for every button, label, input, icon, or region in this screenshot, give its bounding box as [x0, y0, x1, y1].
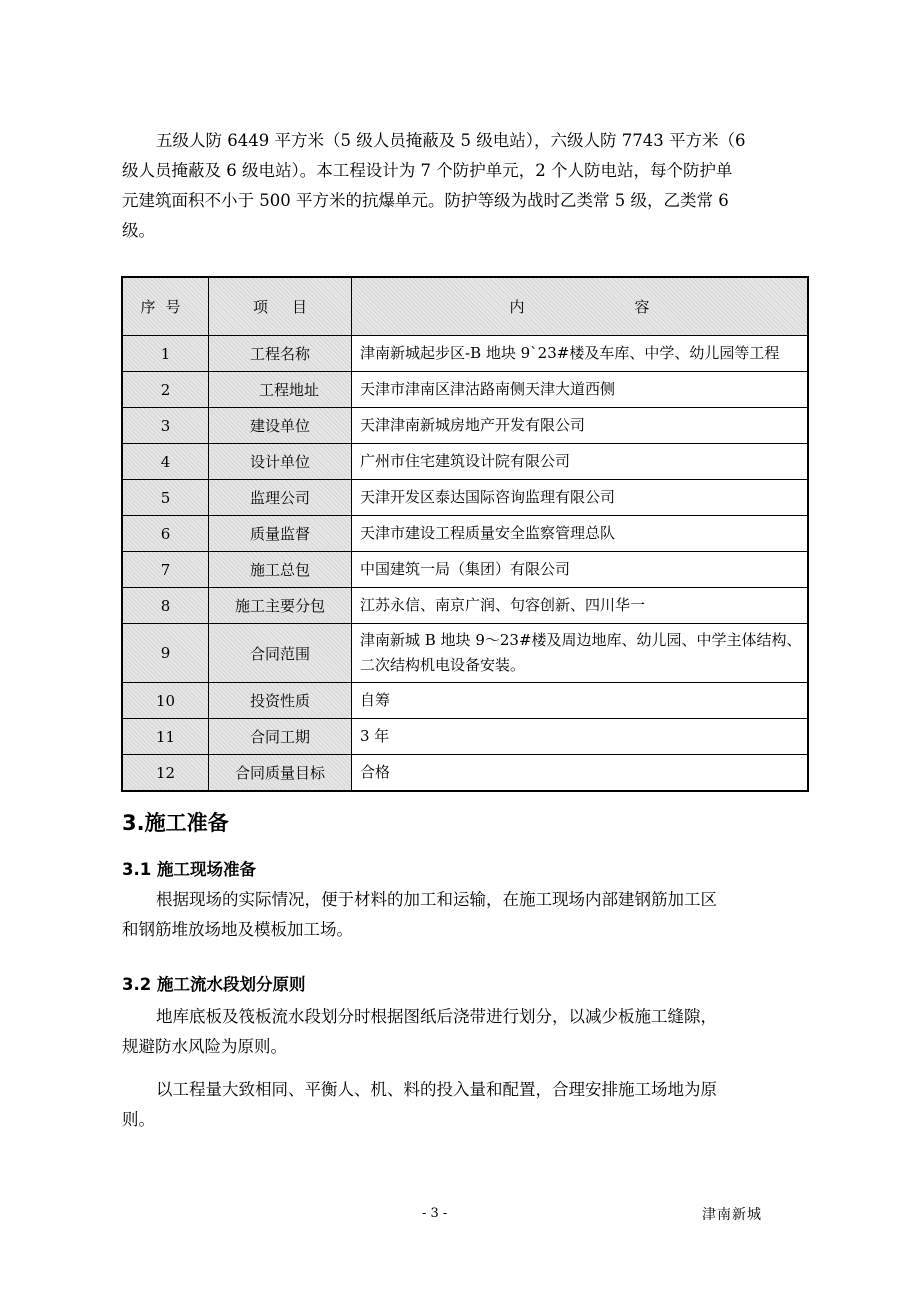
intro-paragraph — [122, 126, 812, 246]
row-item: 监理公司 — [209, 480, 352, 516]
section-3-2-paragraph-1 — [122, 1002, 812, 1062]
table-row — [122, 480, 808, 516]
row-content — [352, 372, 809, 408]
section-3-1-title: 3.1 施工现场准备 — [122, 860, 256, 879]
intro-line: 级人员掩蔽及 6 级电站）。本工程设计为 7 个防护单元，2 个人防电站，每个防护单 — [122, 161, 733, 180]
row-content — [352, 444, 809, 480]
row-content — [352, 480, 809, 516]
row-item: 投资性质 — [209, 683, 352, 719]
row-content — [352, 516, 809, 552]
paragraph-line: 地库底板及筏板流水段划分时根据图纸后浇带进行划分，以减少板施工缝隙， — [156, 1007, 717, 1026]
row-num: 4 — [122, 444, 209, 480]
header-content-a: 内 — [509, 298, 525, 316]
row-content-line: 津南新城 B 地块 9～23#楼及周边地库、幼儿园、中学主体结构、 — [360, 631, 802, 649]
header-item-b: 目 — [292, 298, 308, 316]
intro-line: 五级人防 6449 平方米（5 级人员掩蔽及 5 级电站），六级人防 7743 平方米（6 — [156, 131, 746, 150]
row-num: 2 — [122, 372, 209, 408]
table-row — [122, 552, 808, 588]
header-item — [209, 277, 352, 336]
row-content-line: 天津开发区泰达国际咨询监理有限公司 — [360, 488, 616, 506]
header-content — [352, 277, 809, 336]
paragraph-line: 根据现场的实际情况，便于材料的加工和运输，在施工现场内部建钢筋加工区 — [156, 890, 717, 909]
row-item: 施工主要分包 — [209, 588, 352, 624]
table-row — [122, 683, 808, 719]
row-content — [352, 408, 809, 444]
header-content-b: 容 — [634, 298, 650, 316]
row-content — [352, 755, 809, 792]
row-num: 10 — [122, 683, 209, 719]
row-content-line: 江苏永信、南京广润、句容创新、四川华一 — [360, 596, 646, 614]
row-content-line: 天津市建设工程质量安全监察管理总队 — [360, 524, 616, 542]
project-info-table — [121, 276, 809, 792]
paragraph-line: 规避防水风险为原则。 — [122, 1037, 287, 1056]
row-content — [352, 624, 809, 683]
table-row — [122, 719, 808, 755]
table-row — [122, 755, 808, 792]
row-content-line: 3 年 — [360, 727, 390, 745]
intro-line: 级。 — [122, 221, 155, 240]
row-content-line: 二次结构机电设备安装。 — [360, 656, 526, 674]
row-num: 9 — [122, 624, 209, 683]
row-item: 合同工期 — [209, 719, 352, 755]
row-content-line: 天津市津南区津沽路南侧天津大道西侧 — [360, 380, 616, 398]
paragraph-line: 以工程量大致相同、平衡人、机、料的投入量和配置，合理安排施工场地为原 — [156, 1080, 717, 1099]
row-content — [352, 588, 809, 624]
row-item: 建设单位 — [209, 408, 352, 444]
table-row — [122, 336, 808, 372]
table-row — [122, 624, 808, 683]
row-content-line: 合格 — [360, 763, 391, 781]
row-content — [352, 719, 809, 755]
intro-line: 元建筑面积不小于 500 平方米的抗爆单元。防护等级为战时乙类常 5 级，乙类常 6 — [122, 191, 729, 210]
row-content-line: 自筹 — [360, 691, 391, 709]
section-3-title: 3.施工准备 — [122, 811, 229, 835]
header-item-a: 项 — [252, 298, 268, 316]
row-content-line: 天津津南新城房地产开发有限公司 — [360, 416, 586, 434]
row-content-line: 中国建筑一局（集团）有限公司 — [360, 560, 571, 578]
row-item: 施工总包 — [209, 552, 352, 588]
row-item: 合同质量目标 — [209, 755, 352, 792]
row-num: 5 — [122, 480, 209, 516]
table-row — [122, 408, 808, 444]
row-item: 设计单位 — [209, 444, 352, 480]
page-number: - 3 - — [422, 1206, 448, 1221]
header-num: 序号 — [122, 277, 209, 336]
row-num: 6 — [122, 516, 209, 552]
row-content — [352, 683, 809, 719]
row-num: 1 — [122, 336, 209, 372]
section-3-2-paragraph-2 — [122, 1075, 812, 1135]
row-item: 合同范围 — [209, 624, 352, 683]
row-item: 工程名称 — [209, 336, 352, 372]
section-3-1-paragraph — [122, 885, 812, 945]
row-content-line: 津南新城起步区-B 地块 9`23#楼及车库、中学、幼儿园等工程 — [360, 344, 780, 362]
table-row — [122, 444, 808, 480]
row-item: 质量监督 — [209, 516, 352, 552]
row-item: 工程地址 — [209, 372, 352, 408]
table-header-row — [122, 277, 808, 336]
table-row — [122, 588, 808, 624]
footer-project-name: 津南新城 — [702, 1207, 762, 1223]
row-content — [352, 336, 809, 372]
row-content — [352, 552, 809, 588]
row-num: 8 — [122, 588, 209, 624]
paragraph-line: 和钢筋堆放场地及模板加工场。 — [122, 920, 353, 939]
table-row — [122, 516, 808, 552]
row-content-line: 广州市住宅建筑设计院有限公司 — [360, 452, 571, 470]
section-3-2-title: 3.2 施工流水段划分原则 — [122, 975, 306, 994]
row-num: 11 — [122, 719, 209, 755]
table-row — [122, 372, 808, 408]
row-num: 7 — [122, 552, 209, 588]
row-num: 3 — [122, 408, 209, 444]
paragraph-line: 则。 — [122, 1110, 155, 1129]
row-num: 12 — [122, 755, 209, 792]
